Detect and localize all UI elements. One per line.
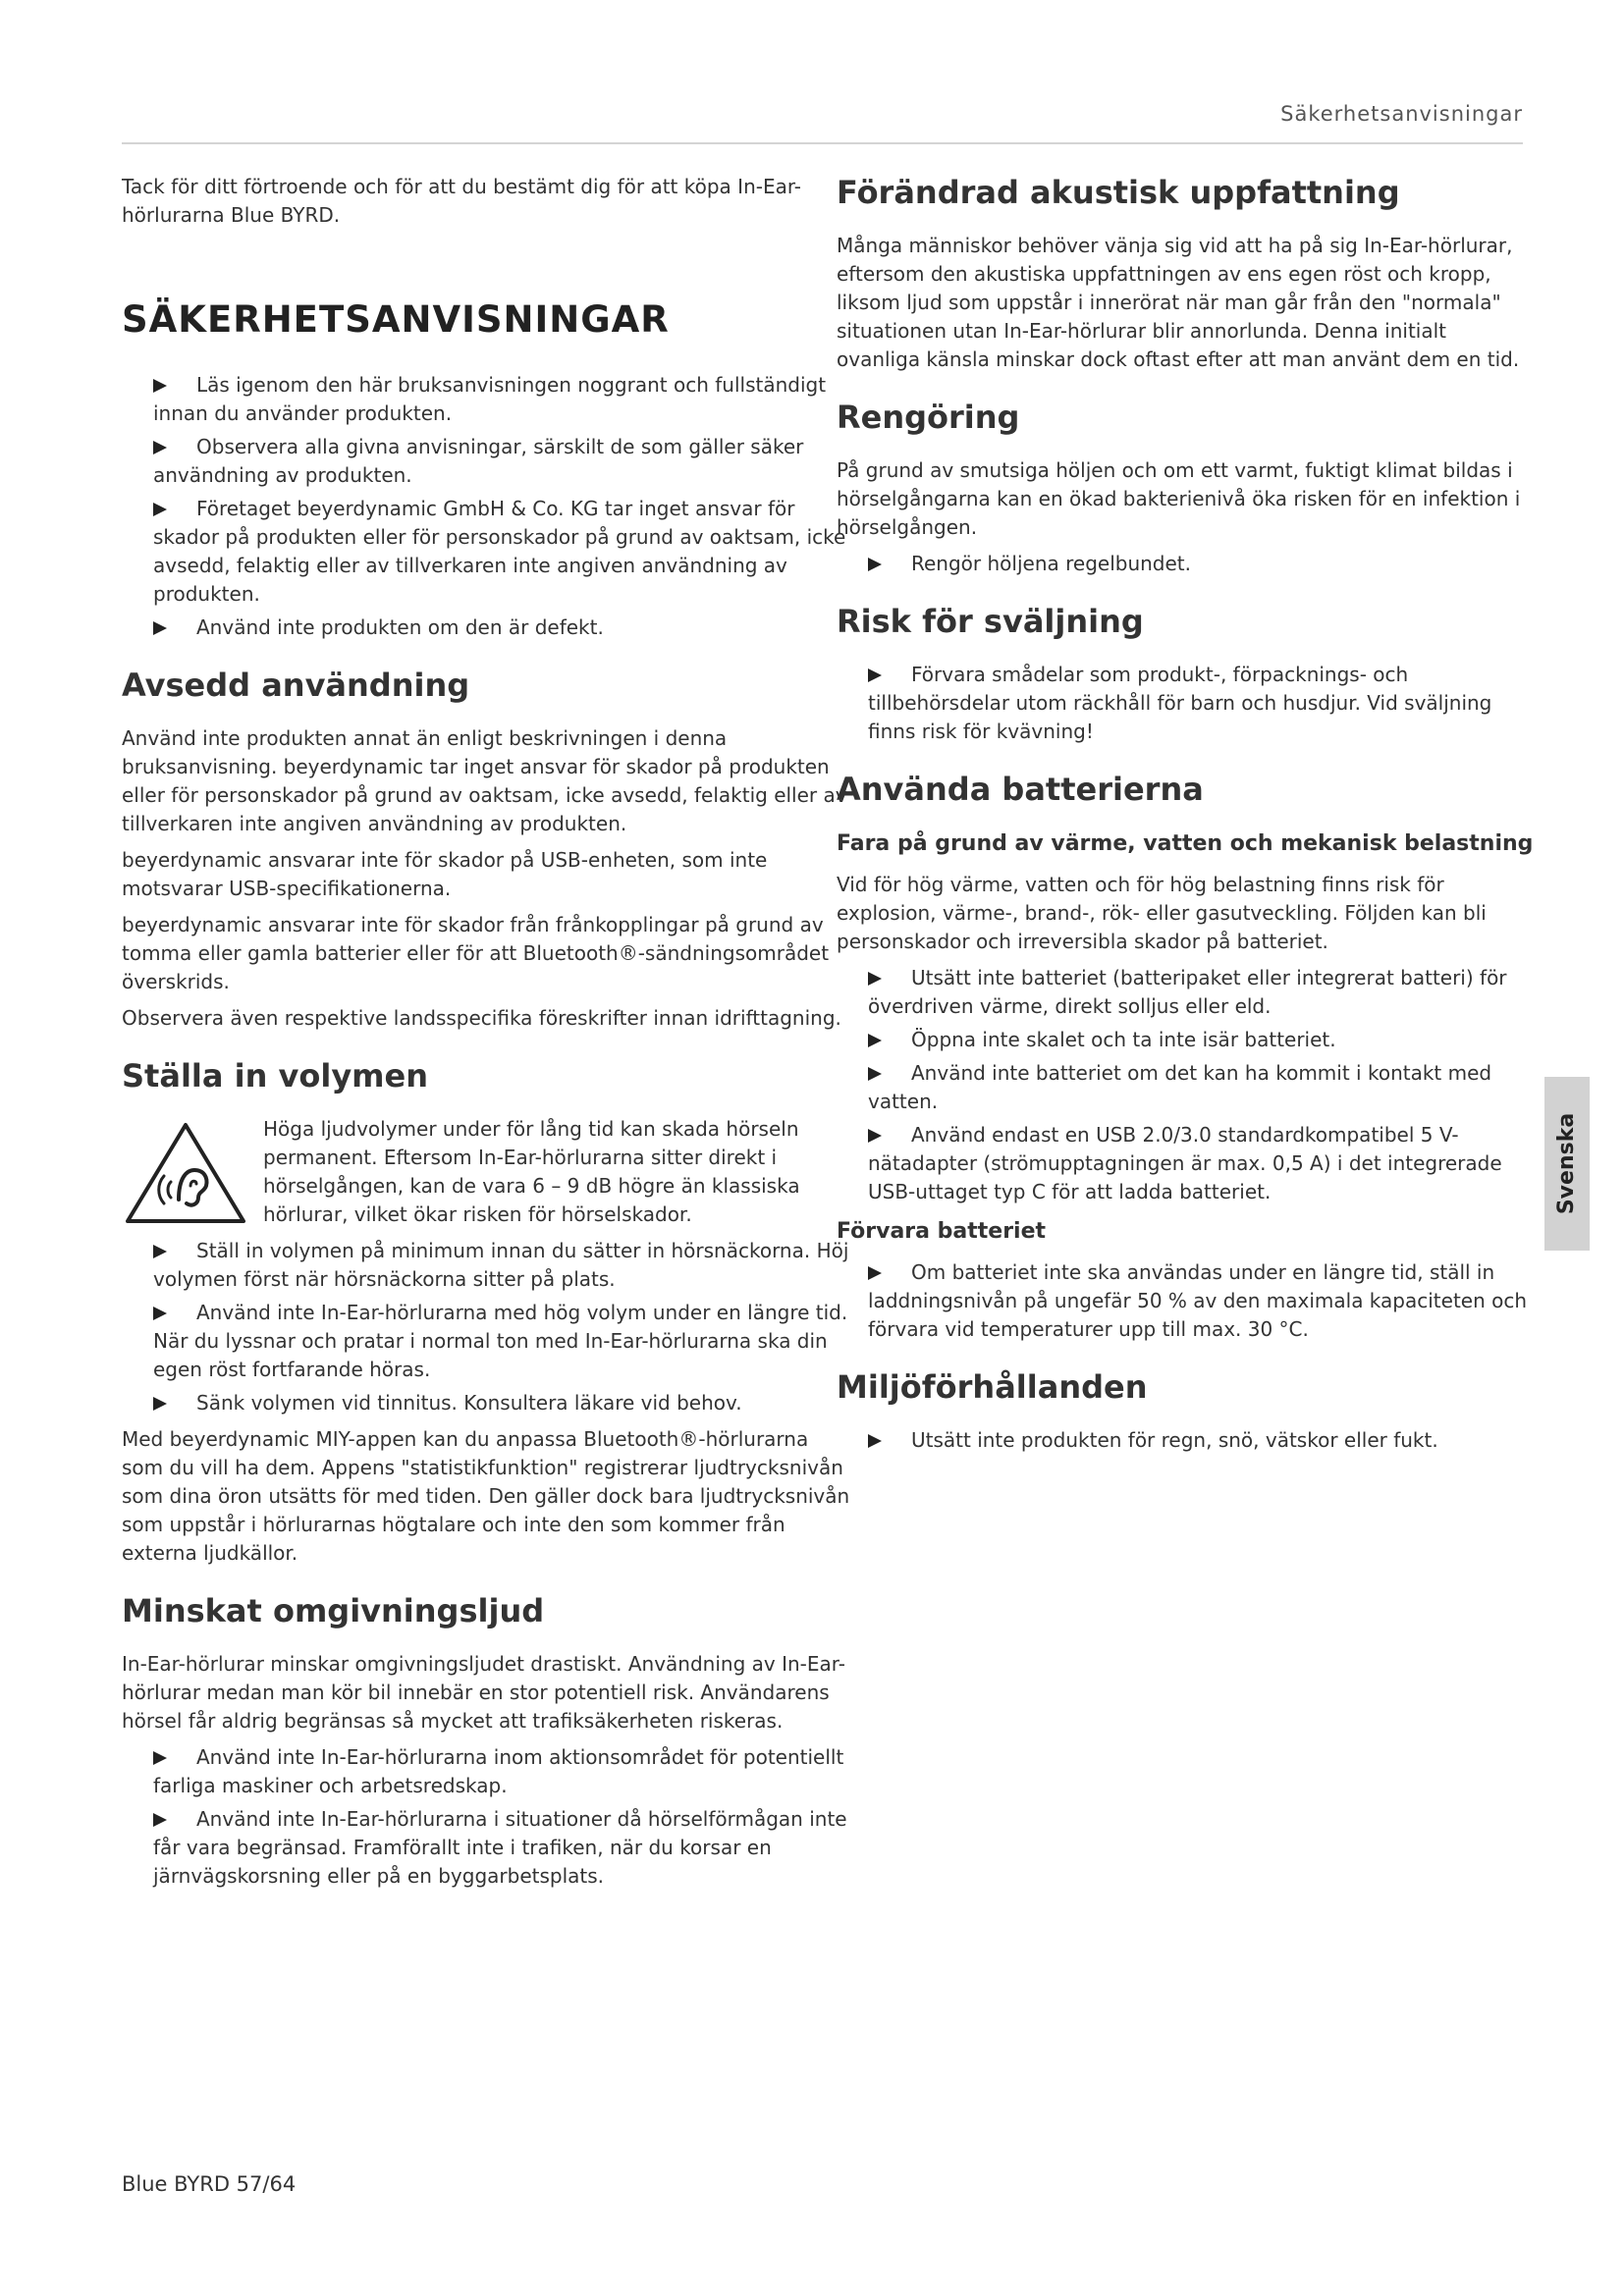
paragraph: In-Ear-hörlurar minskar omgivningsljudet drastiskt. Användning av In-Ear-hörlurar medan man kör bil innebär en stor potentiell risk. Användarens hörsel får aldrig begränsas så mycket att trafiksäkerheten riskeras. — [122, 1652, 845, 1733]
volume-bullet-list — [122, 1237, 852, 1417]
list-item: Använd inte In-Ear-hörlurarna med hög volym under en längre tid. När du lyssnar och pratar i normal ton med In-Ear-hörlurarna ska din egen röst fortfarande höras. — [153, 1301, 848, 1381]
language-side-tab — [1544, 1077, 1590, 1251]
section-title-akustisk: Förändrad akustisk uppfattning — [837, 174, 1400, 211]
paragraph: Med beyerdynamic MIY-appen kan du anpassa Bluetooth®-hörlurarna som du vill ha dem. Appens "statistikfunktion" registrerar ljudtrycksnivån som dina öron utsätts för med tiden. Den gäller dock bara ljudtrycksnivån som uppstår i hörlurarnas högtalare och inte den som kommer från externa ljudkällor. — [122, 1427, 850, 1565]
bullet-arrow-icon — [153, 379, 167, 393]
left-column — [122, 173, 852, 1898]
bullet-arrow-icon — [153, 503, 167, 516]
paragraph: Använd inte produkten annat än enligt beskrivningen i denna bruksanvisning. beyerdynamic tar inget ansvar för skador på produkten eller för personskador på grund av oaktsam, icke avsedd, felaktig eller av tillverkaren inte angiven användning av produkten. — [122, 726, 847, 835]
bullet-arrow-icon — [153, 1813, 167, 1827]
bullet-arrow-icon — [868, 558, 882, 571]
language-tab-label: Svenska — [1554, 1112, 1580, 1215]
subsection-title-forvara: Förvara batteriet — [837, 1219, 1047, 1244]
bullet-arrow-icon — [868, 668, 882, 682]
list-item: Om batteriet inte ska användas under en längre tid, ställ in laddningsnivån på ungefär 50 % av den maximala kapaciteten och förvara vid temperaturer upp till max. 30 °C. — [868, 1260, 1528, 1341]
list-item: Förvara smådelar som produkt-, förpacknings- och tillbehörsdelar utom räckhåll för barn och husdjur. Vid sväljning finns risk för kvävning! — [868, 663, 1492, 743]
section-title-omgivning: Minskat omgivningsljud — [122, 1592, 545, 1629]
bullet-arrow-icon — [153, 441, 167, 454]
bullet-arrow-icon — [868, 1034, 882, 1047]
bullet-arrow-icon — [153, 1397, 167, 1411]
bullet-arrow-icon — [153, 1307, 167, 1320]
list-item: Öppna inte skalet och ta inte isär batteriet. — [868, 1026, 1534, 1054]
list-item: Använd inte In-Ear-hörlurarna inom aktionsområdet för potentiellt farliga maskiner och arbetsredskap. — [153, 1745, 844, 1797]
section-title-volym: Ställa in volymen — [122, 1057, 428, 1095]
main-title: SÄKERHETSANVISNINGAR — [122, 298, 670, 341]
bullet-arrow-icon — [868, 1434, 882, 1448]
list-item: Använd inte In-Ear-hörlurarna i situationer då hörselförmågan inte får vara begränsad. Framförallt inte i trafiken, när du korsar en järnvägskorsning eller på en byggarbetsplats. — [153, 1807, 847, 1888]
list-item: Företaget beyerdynamic GmbH & Co. KG tar inget ansvar för skador på produkten eller för personskador på grund av oaktsam, icke avsedd, felaktig eller av tillverkaren inte angiven användning av produkten. — [153, 497, 846, 606]
page-footer: Blue BYRD 57/64 — [122, 2172, 297, 2196]
environment-bullet-list — [837, 1426, 1534, 1455]
section-title-svaljning: Risk för sväljning — [837, 603, 1144, 640]
bullet-arrow-icon — [868, 972, 882, 986]
list-item: Observera alla givna anvisningar, särskilt de som gäller säker användning av produkten. — [153, 435, 804, 487]
section-title-miljo: Miljöförhållanden — [837, 1368, 1148, 1406]
safety-bullet-list — [122, 371, 852, 642]
paragraph: På grund av smutsiga höljen och om ett varmt, fuktigt klimat bildas i hörselgångarna kan en ökad bakterienivå öka risken för en infektion i hörselgången. — [837, 458, 1521, 539]
right-column — [837, 173, 1534, 1463]
storage-bullet-list — [837, 1258, 1534, 1344]
list-item: Utsätt inte produkten för regn, snö, vätskor eller fukt. — [868, 1426, 1534, 1455]
battery-bullet-list — [837, 964, 1534, 1206]
paragraph: Många människor behöver vänja sig vid att ha på sig In-Ear-hörlurar, eftersom den akustiska uppfattningen av ens egen röst och kropp, liksom ljud som uppstår i innerörat när man går från den "normala" situationen utan In-Ear-hörlurar blir annorlunda. Denna initialt ovanliga känsla minskar dock oftast efter att man använt dem en tid. — [837, 234, 1520, 371]
bullet-arrow-icon — [153, 1751, 167, 1765]
list-item: Rengör höljena regelbundet. — [868, 550, 1534, 578]
list-item: Ställ in volymen på minimum innan du sätter in hörsnäckorna. Höj volymen först när hörsnäckorna sitter på plats. — [153, 1239, 849, 1291]
cleaning-bullet-list — [837, 550, 1534, 578]
list-item: Läs igenom den här bruksanvisningen noggrant och fullständigt innan du använder produkten. — [153, 373, 827, 425]
section-title-avsedd: Avsedd användning — [122, 667, 470, 704]
list-item: Använd inte produkten om den är defekt. — [153, 614, 852, 642]
bullet-arrow-icon — [868, 1266, 882, 1280]
intro-text: Tack för ditt förtroende och för att du bestämt dig för att köpa In-Ear-hörlurarna Blue BYRD. — [122, 175, 802, 227]
list-item: Använd inte batteriet om det kan ha kommit i kontakt med vatten. — [868, 1061, 1492, 1113]
paragraph: Observera även respektive landsspecifika föreskrifter innan idrifttagning. — [122, 1006, 841, 1030]
paragraph: beyerdynamic ansvarar inte för skador på USB-enheten, som inte motsvarar USB-specifikationerna. — [122, 848, 768, 900]
hearing-damage-warning-icon — [122, 1119, 249, 1227]
bullet-arrow-icon — [868, 1129, 882, 1143]
section-title-rengoring: Rengöring — [837, 399, 1020, 436]
ambient-bullet-list — [122, 1743, 852, 1891]
bullet-arrow-icon — [153, 1245, 167, 1258]
list-item: Utsätt inte batteriet (batteripaket eller integrerat batteri) för överdriven värme, direkt solljus eller eld. — [868, 966, 1507, 1018]
hearing-warning — [122, 1115, 852, 1229]
section-title-batterier: Använda batterierna — [837, 771, 1204, 808]
paragraph: Vid för hög värme, vatten och för hög belastning finns risk för explosion, värme-, brand-, rök- eller gasutveckling. Följden kan bli personskador och irreversibla skador på batteriet. — [837, 873, 1487, 953]
paragraph: beyerdynamic ansvarar inte för skador från frånkopplingar på grund av tomma eller gamla batterier eller för att Bluetooth®-sändningsområdet överskrids. — [122, 913, 830, 993]
header-divider — [122, 142, 1523, 144]
subsection-title-fara: Fara på grund av värme, vatten och mekanisk belastning — [837, 831, 1534, 856]
page-header-title: Säkerhetsanvisningar — [1280, 102, 1523, 126]
bullet-arrow-icon — [868, 1067, 882, 1081]
bullet-arrow-icon — [153, 621, 167, 635]
list-item: Använd endast en USB 2.0/3.0 standardkompatibel 5 V-nätadapter (strömupptagningen är max. 0,5 A) i det integrerade USB-uttaget typ C för att ladda batteriet. — [868, 1123, 1502, 1203]
swallow-bullet-list — [837, 661, 1534, 746]
warning-text: Höga ljudvolymer under för lång tid kan skada hörseln permanent. Eftersom In-Ear-hörlurarna sitter direkt i hörselgången, kan de vara 6 – 9 dB högre än klassiska hörlurar, vilket ökar risken för hörselskador. — [263, 1117, 800, 1226]
list-item: Sänk volymen vid tinnitus. Konsultera läkare vid behov. — [153, 1389, 852, 1417]
